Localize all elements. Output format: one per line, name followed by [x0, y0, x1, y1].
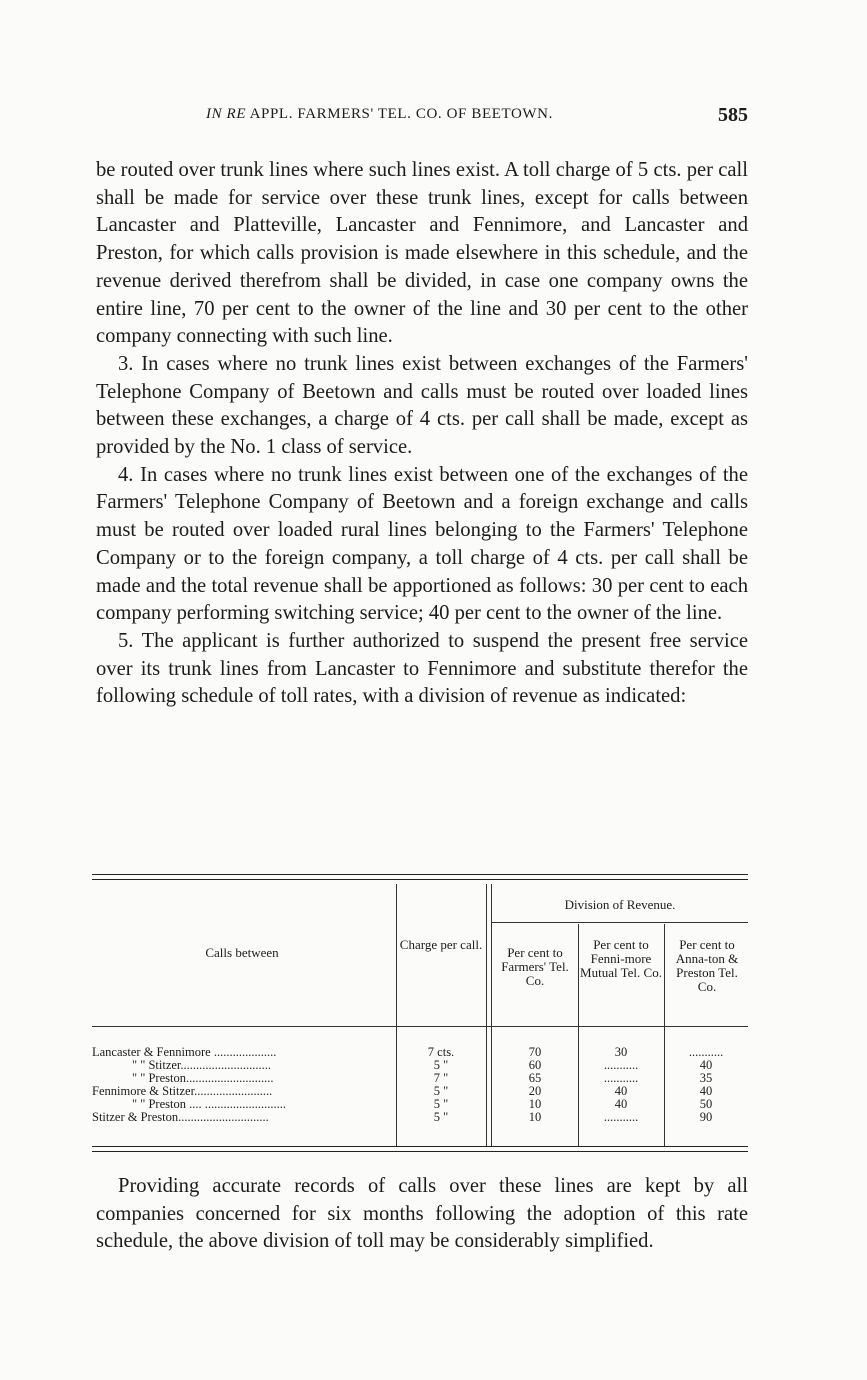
row-route: " " Stitzer............................. [132, 1059, 272, 1072]
row-fennimore: 30 [614, 1045, 628, 1059]
header-annaton: Per cent to Anna-ton & Preston Tel. Co. [675, 937, 739, 994]
running-title [206, 106, 553, 123]
closing-paragraph [96, 1173, 748, 1256]
header-bottom-rule [92, 1026, 748, 1027]
row-farmers: 70 [528, 1045, 542, 1059]
row-route: " " Preston .... .......................... [132, 1098, 286, 1111]
row-fennimore: 40 [614, 1097, 628, 1111]
row-fennimore: ........... [603, 1058, 639, 1072]
col-divider [396, 884, 397, 1146]
table-top-rule [92, 874, 748, 875]
row-farmers: 60 [528, 1058, 542, 1072]
running-title-italic: IN RE [206, 106, 247, 122]
row-annaton: 90 [699, 1110, 713, 1124]
division-underline [491, 922, 748, 923]
row-farmers: 10 [528, 1110, 542, 1124]
row-annaton: 35 [699, 1071, 713, 1085]
row-charge: 5 " [433, 1058, 449, 1072]
row-charge: 5 " [433, 1110, 449, 1124]
col-divider [486, 884, 487, 1146]
paragraph-3: 3. In cases where no trunk lines exist between exchanges of the Farmers' Telephone Company of Beetown and calls must be routed over loaded lines between these exchanges, a charge of 4 cts. per call shall be made, except as provided by the No. 1 class of service. [96, 352, 748, 459]
paragraph-4: 4. In cases where no trunk lines exist between one of the exchanges of the Farmers' Telephone Company of Beetown and a foreign exchange and calls must be routed over loaded rural lines belonging to the Farmers' Telephone Company or to the foreign company, a toll charge of 4 cts. per call shall be made and the total revenue shall be apportioned as follows: 30 per cent to each company performing switching service; 40 per cent to the owner of the line. [96, 463, 748, 625]
row-route: Lancaster & Fennimore .................... [92, 1046, 277, 1059]
table-bottom-rule-2 [92, 1151, 748, 1152]
row-charge: 5 " [433, 1084, 449, 1098]
paragraph-continuation: be routed over trunk lines where such lines exist. A toll charge of 5 cts. per call shall be made for service over these trunk lines, except for calls between Lancaster and Platteville, Lancaster and Fennimore, and Lancaster and Preston, for which calls provision is made elsewhere in this schedule, and the revenue derived therefrom shall be divided, in case one company owns the entire line, 70 per cent to the owner of the line and 30 per cent to the other company connecting with such line. [96, 159, 748, 348]
page-number: 585 [718, 104, 748, 126]
row-charge: 7 cts. [427, 1045, 455, 1059]
row-annaton: 40 [699, 1084, 713, 1098]
paragraph-5: 5. The applicant is further authorized to suspend the present free service over its trunk lines from Lancaster to Fennimore and substitute therefor the following schedule of toll rates, with a division of revenue as indicated: [96, 629, 748, 708]
row-route: " " Preston............................ [132, 1072, 274, 1085]
running-header [96, 104, 748, 134]
row-charge: 5 " [433, 1097, 449, 1111]
closing-text: Providing accurate records of calls over these lines are kept by all companies concerned for six months following the adoption of this rate schedule, the above division of toll may be considerably simplified. [96, 1175, 748, 1253]
header-charge: Charge per call. [399, 937, 483, 952]
row-farmers: 20 [528, 1084, 542, 1098]
header-division: Division of Revenue. [564, 897, 676, 912]
body-text [96, 157, 748, 711]
header-calls-between: Calls between [205, 945, 279, 960]
table-top-rule-2 [92, 879, 748, 880]
row-route: Stitzer & Preston............................. [92, 1111, 269, 1124]
table-bottom-rule [92, 1146, 748, 1147]
row-annaton: 50 [699, 1097, 713, 1111]
row-annaton: 40 [699, 1058, 713, 1072]
row-farmers: 65 [528, 1071, 542, 1085]
row-annaton: ........... [688, 1045, 724, 1059]
row-charge: 7 " [433, 1071, 449, 1085]
row-fennimore: 40 [614, 1084, 628, 1098]
toll-rate-table [92, 874, 748, 1156]
running-title-rest: APPL. FARMERS' TEL. CO. OF BEETOWN. [249, 106, 553, 122]
row-fennimore: ........... [603, 1071, 639, 1085]
header-fennimore: Per cent to Fenni-more Mutual Tel. Co. [580, 937, 662, 980]
row-route: Fennimore & Stitzer......................... [92, 1085, 273, 1098]
row-farmers: 10 [528, 1097, 542, 1111]
row-fennimore: ........... [603, 1110, 639, 1124]
header-farmers: Per cent to Farmers' Tel. Co. [501, 945, 569, 988]
